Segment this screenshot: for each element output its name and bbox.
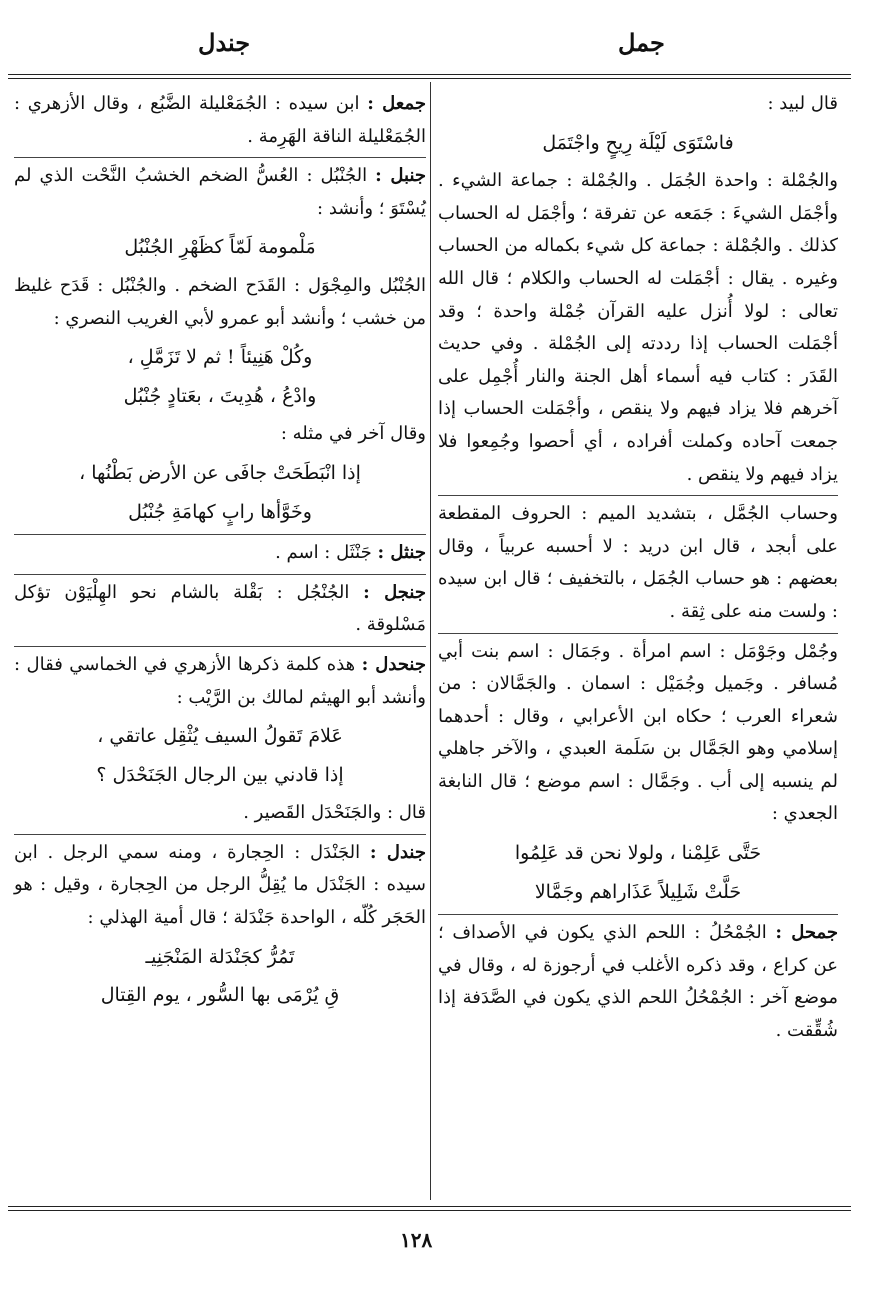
entry-paragraph — [438, 165, 838, 491]
verse-line — [14, 941, 426, 974]
entry-headword: جمعل : — [367, 93, 426, 114]
verse-line — [438, 127, 838, 160]
verse-line — [14, 759, 426, 792]
entry-text: فاسْتَوَى لَيْلَة رِيحٍ واجْتَمَل — [542, 131, 734, 154]
entry-text: جَنْثَل : اسم . — [275, 542, 372, 564]
entry-separator — [14, 646, 426, 647]
entry-paragraph — [14, 160, 426, 225]
verse-line — [14, 457, 426, 490]
entry-text: الجُمْحُلُ : اللحم الذي يكون في الأصداف ؛ عن كراع ، وقد ذكره الأغلب في أرجوزة له ، وقال في موضع آخر : الجُمْحُلُ اللحم الذي يكون في الصَّدَفة إذا شُقِّقت . — [438, 922, 838, 1042]
verse-line — [14, 231, 426, 264]
entry-text: مَلْمومة لَمّاً كظَهْرِ الجُنْبُل — [124, 236, 316, 259]
entry-paragraph — [14, 649, 426, 714]
entry-text: عَلامَ تَقولُ السيف يُثْقِل عاتقي ، — [97, 725, 343, 748]
entry-separator — [14, 534, 426, 535]
verse-line — [438, 876, 838, 909]
entry-text: وكُلْ هَنِيئاً ! ثم لا تَزَمَّلِ ، — [127, 346, 313, 369]
entry-paragraph — [438, 88, 838, 121]
entry-text: الجُنْجُل : بَقْلة بالشام نحو الهِلْيَوْن تؤكل مَسْلوقة . — [14, 581, 426, 636]
header-left-keyword: جندل — [198, 28, 251, 57]
entry-separator — [438, 914, 838, 915]
top-rule — [8, 74, 851, 75]
entry-text: هذه كلمة ذكرها الأزهري في الخماسي فقال : وأنشد أبو الهيثم لمالك بن الرَّيْب : — [14, 653, 426, 708]
verse-line — [14, 979, 426, 1012]
entry-text: وادْعُ ، هُدِيتَ ، بعَتادٍ جُنْبُل — [123, 384, 317, 407]
entry-paragraph — [438, 498, 838, 628]
entry-headword: جندل : — [369, 841, 426, 863]
entry-headword: جنثل : — [377, 542, 426, 564]
entry-paragraph — [14, 537, 426, 570]
entry-paragraph — [14, 577, 426, 642]
entry-separator — [14, 574, 426, 575]
entry-text: تَمُرُّ كجَنْدَلة المَنْجَنِيـ — [145, 945, 295, 968]
entry-text: حَتَّى عَلِمْنا ، ولولا نحن قد عَلِمُوا — [514, 842, 762, 865]
right-column — [438, 88, 838, 1048]
entry-text: الجُنْبُل : العُسُّ الضخم الخشبُ النَّحْت الذي لم يُسْتَوَ ؛ وأنشد : — [14, 165, 426, 219]
entry-paragraph — [438, 917, 838, 1047]
entry-text: حَلَّتْ شَلِيلاً عَذَاراهم وجَمَّالا — [534, 880, 742, 903]
entry-text: وقال آخر في مثله : — [280, 423, 426, 445]
entry-text: قال لبيد : — [767, 93, 838, 114]
entry-text: وحساب الجُمَّل ، بتشديد الميم : الحروف المقطعة على أبجد ، قال ابن دريد : لا أحسبه عربياً ، وقال بعضهم : هو حساب الجُمَل ، بالتخفيف ؛ قال ابن سيده : ولست منه على ثِقة . — [438, 503, 838, 622]
entry-text: إذا انْبَطَحَتْ جافَى عن الأرض بَطْنُها ، — [79, 461, 361, 484]
entry-text: والجُمْلة : واحدة الجُمَل . والجُمْلة : جماعة الشيء . وأجْمَل الشيءَ : جَمَعه عن تفرقة ؛ وأجْمَل له الحساب كذلك . والجُمْلة : جماعة كل شيء بكماله من الحساب وغيره . يقال : أجْمَلت له الحساب والكلام ؛ قال الله تعالى : لولا أُنزل عليه القرآن جُمْلة واحدة ؛ وقد أجْمَلت الحساب إذا رددته إلى الجُمْلة . وفي حديث القَدَر : كتاب فيه أسماء أهل الجنة والنار أُجْمِل على آخرهم فلا يزاد فيهم ولا ينقص ، وأجْمَلت الحساب إذا جمعت آحاده وكملت أفراده ، أي أحصوا وجُمِعوا فلا يزاد فيهم ولا ينقص . — [438, 170, 838, 485]
entry-paragraph — [14, 418, 426, 451]
entry-headword: جمحل : — [775, 922, 838, 944]
entry-paragraph — [14, 837, 426, 935]
top-rule-thin — [8, 78, 851, 79]
entry-text: وجُمْل وجَوْمَل : اسم امرأة . وجَمَال : اسم بنت أبي مُسافر . وجَميل وجُمَيْل : اسمان . والجَمَّالان : من شعراء العرب ؛ حكاه ابن الأعرابي ، وقال : أحدهما إسلامي وهو الجَمَّال بن سَلَمة العبدي ، والآخر جاهلي لم ينسبه إلى أب . وجَمَّال : اسم موضع ؛ قال النابغة الجعدي : — [438, 640, 838, 825]
entry-text: الجَنْدَل : الحِجارة ، ومنه سمي الرجل . ابن سيده : الجَنْدَل ما يُقِلُّ الرجل من الحِجارة ، وقيل : هو الحَجَر كُلّه ، الواحدة جَنْدَلة ؛ قال أمية الهذلي : — [14, 841, 426, 929]
entry-headword: جنحدل : — [361, 653, 426, 675]
left-column — [14, 88, 426, 1018]
entry-separator — [14, 834, 426, 835]
entry-separator — [438, 633, 838, 634]
entry-text: قِ يُرْمَى بها السُّور ، يوم القِتال — [100, 984, 340, 1007]
column-divider — [430, 82, 431, 1200]
entry-paragraph — [14, 270, 426, 335]
entry-paragraph — [14, 88, 426, 153]
bottom-rule — [8, 1206, 851, 1207]
header-right-keyword: جمل — [618, 28, 665, 57]
verse-line — [438, 837, 838, 870]
verse-line — [14, 496, 426, 529]
entry-separator — [438, 495, 838, 496]
entry-separator — [14, 157, 426, 158]
entry-headword: جنجل : — [363, 581, 426, 603]
verse-line — [14, 720, 426, 753]
page-number: ١٢٨ — [400, 1228, 433, 1252]
entry-paragraph — [14, 797, 426, 830]
entry-headword: جنبل : — [375, 165, 427, 187]
entry-paragraph — [438, 636, 838, 832]
entry-text: وخَوَّأها رابٍ كهامَةِ جُنْبُل — [128, 500, 312, 523]
entry-text: إذا قادني بين الرجال الجَنَحْدَل ؟ — [96, 763, 344, 786]
bottom-rule-thin — [8, 1210, 851, 1211]
verse-line — [14, 380, 426, 413]
entry-text: ابن سيده : الجُمَعْليلة الضَّبُع ، وقال الأزهري : الجُمَعْليلة الناقة الهَرِمة . — [14, 93, 426, 147]
verse-line — [14, 341, 426, 374]
entry-text: قال : والجَنَحْدَل القَصير . — [243, 802, 426, 824]
entry-text: الجُنْبُل والمِجْوَل : القَدَح الضخم . والجُنْبُل : قَدَح غليظ من خشب ؛ وأنشد أبو عمرو لأبي الغريب النصري : — [14, 274, 426, 329]
